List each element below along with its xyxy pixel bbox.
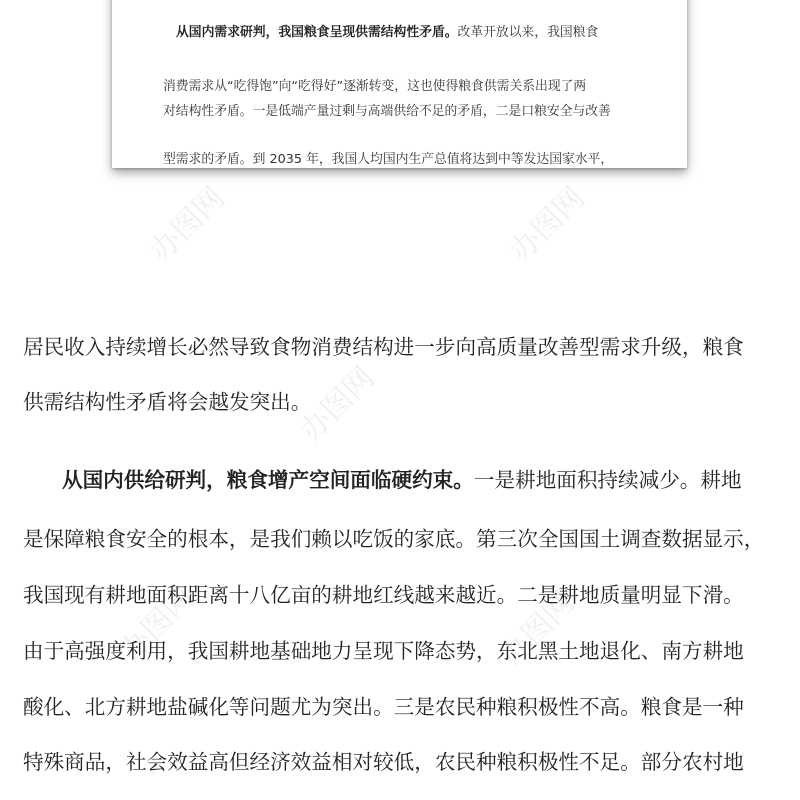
watermark: 办图网: [113, 580, 202, 669]
watermark: 办图网: [293, 360, 382, 449]
excerpt-card: [112, 0, 687, 168]
body-para-heading: 从国内供给研判，粮食增产空间面临硬约束。: [62, 468, 474, 492]
body-line-2: 供需结构性矛盾将会越发突出。: [23, 390, 312, 414]
card-line-1: [176, 25, 666, 41]
card-para-heading: 从国内需求研判，我国粮食呈现供需结构性矛盾。: [176, 25, 458, 40]
watermark: 办图网: [143, 180, 232, 269]
body-line-3-rest: 一是耕地面积持续减少。耕地: [473, 468, 742, 492]
card-line-3: 对结构性矛盾。一是低端产量过剩与高端供给不足的矛盾，二是口粮安全与改善: [163, 104, 611, 119]
body-line-8: 特殊商品，社会效益高但经济效益相对较低，农民种粮积极性不足。部分农村地: [23, 750, 744, 774]
body-line-3: [62, 466, 800, 494]
card-line-1-rest: 改革开放以来，我国粮食: [457, 25, 599, 40]
card-line-4: 型需求的矛盾。到 2035 年，我国人均国内生产总值将达到中等发达国家水平，: [163, 152, 614, 167]
body-line-5: 我国现有耕地面积距离十八亿亩的耕地红线越来越近。二是耕地质量明显下滑。: [23, 583, 744, 607]
body-line-7: 酸化、北方耕地盐碱化等问题尤为突出。三是农民种粮积极性不高。粮食是一种: [23, 695, 744, 719]
watermark: 办图网: [493, 585, 582, 674]
body-line-6: 由于高强度利用，我国耕地基础地力呈现下降态势，东北黑土地退化、南方耕地: [23, 639, 744, 663]
body-line-4: 是保障粮食安全的根本，是我们赖以吃饭的家底。第三次全国国土调查数据显示，: [23, 527, 765, 551]
body-line-1: 居民收入持续增长必然导致食物消费结构进一步向高质量改善型需求升级，粮食: [23, 335, 744, 359]
watermark: 办图网: [503, 180, 592, 269]
card-line-2: 消费需求从“吃得饱”向“吃得好”逐渐转变，这也使得粮食供需关系出现了两: [163, 79, 587, 94]
